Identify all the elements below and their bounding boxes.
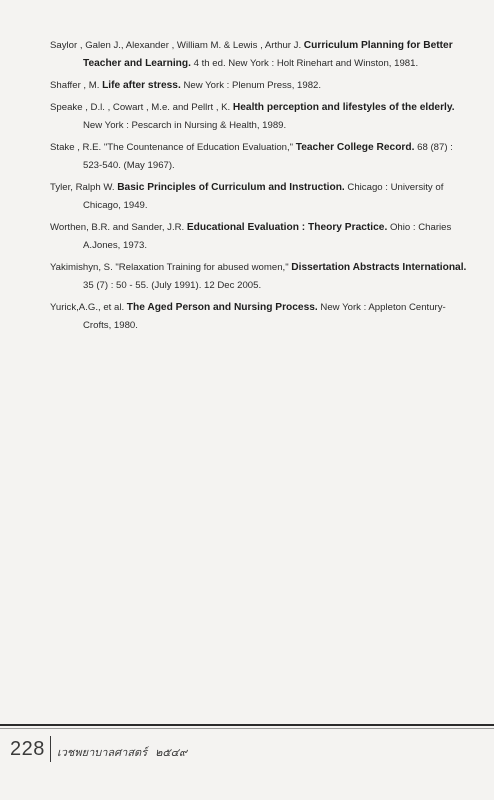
- reference-entry: Yurick,A.G., et al. The Aged Person and Nursing Process. New York : Appleton Century- Crofts, 1980.: [50, 302, 446, 331]
- reference-entry: Yakimishyn, S. "Relaxation Training for abused women," Dissertation Abstracts International. 35 (7) : 50 - 55. (July 1991). 12 Dec 2005.: [50, 262, 467, 291]
- reference-title: The Aged Person and Nursing Process.: [126, 302, 318, 313]
- reference-list: [50, 37, 480, 339]
- page-number: 228: [10, 738, 45, 760]
- footer-divider-thin: [0, 728, 494, 729]
- reference-title: Educational Evaluation : Theory Practice.: [186, 222, 388, 233]
- reference-entry: Stake , R.E. "The Countenance of Education Evaluation," Teacher College Record. 68 (87) : 523-540. (May 1967).: [50, 142, 453, 171]
- reference-entry: Worthen, B.R. and Sander, J.R. Educational Evaluation : Theory Practice. Ohio : Charies A.Jones, 1973.: [50, 222, 452, 251]
- reference-title: Health perception and lifestyles of the elderly.: [232, 102, 455, 113]
- footer-divider: [0, 724, 494, 726]
- journal-year: ๒๕๔๙: [155, 747, 188, 759]
- reference-title: Curriculum Planning for Better: [303, 40, 453, 51]
- reference-title: Dissertation Abstracts International.: [291, 262, 467, 273]
- reference-entry: Shaffer , M. Life after stress. New York : Plenum Press, 1982.: [50, 80, 322, 91]
- journal-name: เวชพยาบาลศาสตร์: [57, 747, 148, 759]
- reference-entry: Saylor , Galen J., Alexander , William M. & Lewis , Arthur J. Curriculum Planning for Better Teacher and Learning. 4 th ed. New York : Holt Rinehart and Winston, 1981.: [50, 40, 453, 69]
- reference-title: Life after stress.: [102, 80, 181, 91]
- footer-separator: [50, 736, 51, 762]
- reference-entry: Tyler, Ralph W. Basic Principles of Curriculum and Instruction. Chicago : University of Chicago, 1949.: [50, 182, 444, 211]
- reference-title: Basic Principles of Curriculum and Instruction.: [117, 182, 345, 193]
- reference-title-continued: Teacher and Learning.: [83, 58, 191, 69]
- journal-footer: [57, 743, 187, 761]
- reference-entry: Speake , D.l. , Cowart , M.e. and Pellrt , K. Health perception and lifestyles of the elderly. New York : Pescarch in Nursing & Health, 1989.: [50, 102, 455, 131]
- reference-title: Teacher College Record.: [295, 142, 415, 153]
